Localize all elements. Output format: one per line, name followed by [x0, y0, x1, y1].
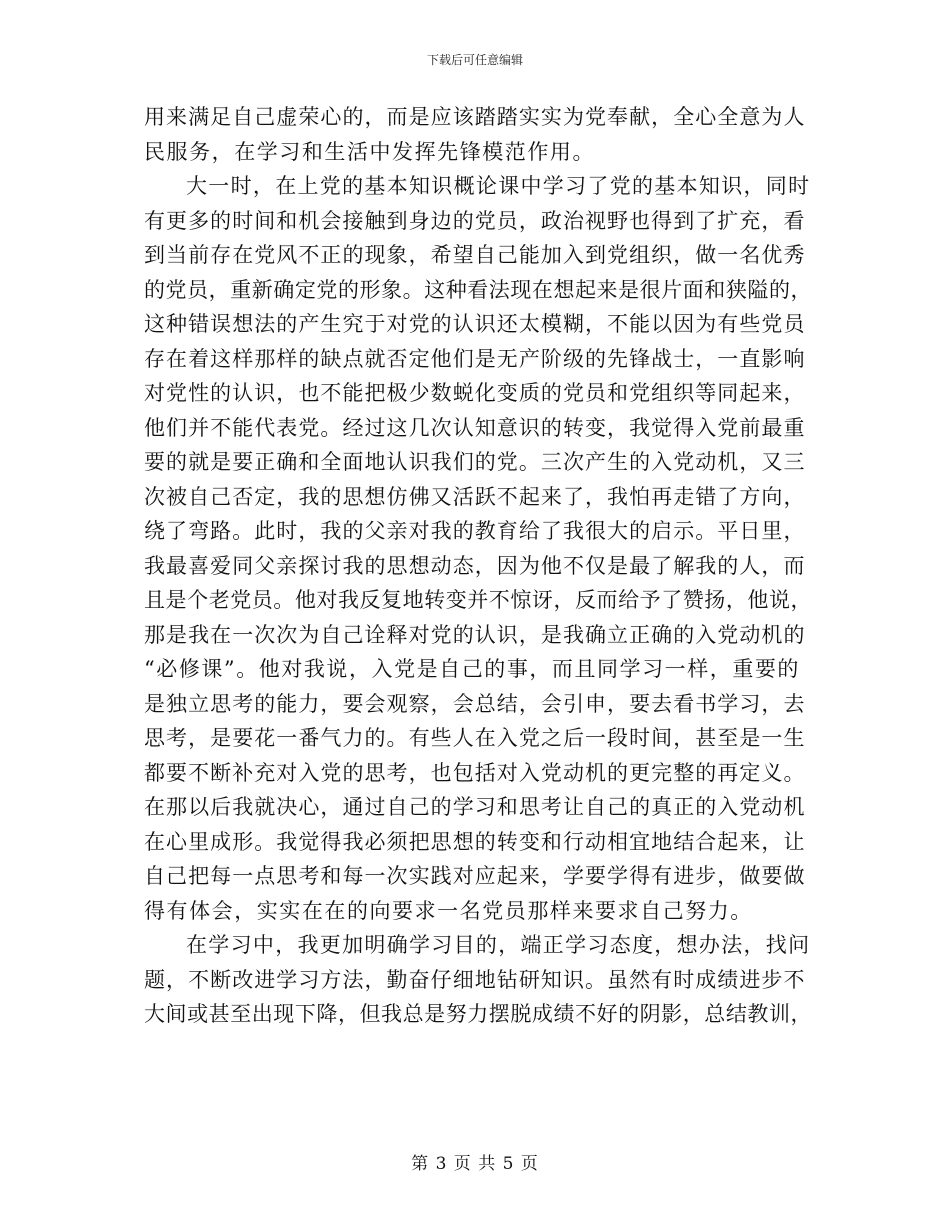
text-line: 在心里成形。我觉得我必须把思想的转变和行动相宜地结合起来，让 — [144, 829, 806, 854]
paragraph — [144, 928, 812, 1032]
text-line: 民服务，在学习和生活中发挥先锋模范作用。 — [144, 139, 595, 164]
text-line: 存在着这样那样的缺点就否定他们是无产阶级的先锋战士，一直影响 — [144, 346, 806, 371]
text-line: “必修课”。他对我说，入党是自己的事，而且同学习一样，重要的 — [144, 657, 800, 681]
text-line: 在学习中，我更加明确学习目的，端正学习态度，想办法，找问 — [186, 933, 811, 957]
text-line: 那是我在一次次为自己诠释对党的认识，是我确立正确的入党动机的 — [144, 622, 806, 647]
page-header: 下载后可任意编辑 — [426, 53, 523, 67]
text-line: 自己把每一点思考和每一次实践对应起来，学要学得有进步，做要做 — [144, 864, 806, 888]
body-text — [144, 100, 812, 1032]
text-line: 到当前存在党风不正的现象，希望自己能加入到党组织，做一名优秀 — [144, 243, 806, 267]
text-line: 我最喜爱同父亲探讨我的思想动态，因为他不仅是最了解我的人，而 — [144, 553, 806, 578]
text-line: 且是个老党员。他对我反复地转变并不惊讶，反而给予了赞扬，他说， — [144, 588, 813, 612]
text-line: 题，不断改进学习方法，勤奋仔细地钻研知识。虽然有时成绩进步不 — [144, 967, 806, 992]
text-line: 次被自己否定，我的思想仿佛又活跃不起来了，我怕再走错了方向， — [144, 484, 806, 509]
text-line: 得有体会，实实在在的向要求一名党员那样来要求自己努力。 — [144, 898, 753, 923]
text-line: 他们并不能代表党。经过这几次认知意识的转变，我觉得入党前最重 — [144, 415, 806, 440]
text-line: 的党员，重新确定党的形象。这种看法现在想起来是很片面和狭隘的， — [144, 277, 813, 302]
text-line: 对党性的认识，也不能把极少数蜕化变质的党员和党组织等同起来， — [144, 381, 806, 405]
text-line: 是独立思考的能力，要会观察，会总结，会引申，要去看书学习，去 — [144, 691, 806, 716]
page-number-footer: 第 3 页 共 5 页 — [411, 1154, 539, 1174]
text-line: 有更多的时间和机会接触到身边的党员，政治视野也得到了扩充，看 — [144, 208, 806, 233]
text-line: 大一时，在上党的基本知识概论课中学习了党的基本知识，同时 — [186, 174, 811, 198]
text-line: 要的就是要正确和全面地认识我们的党。三次产生的入党动机，又三 — [144, 450, 806, 474]
text-line: 在那以后我就决心，通过自己的学习和思考让自己的真正的入党动机 — [144, 795, 806, 819]
paragraph — [144, 100, 812, 169]
text-line: 这种错误想法的产生究于对党的认识还太模糊，不能以因为有些党员 — [144, 312, 806, 336]
text-line: 大间或甚至出现下降，但我总是努力摆脱成绩不好的阴影，总结教训， — [144, 1002, 813, 1026]
text-line: 用来满足自己虚荣心的，而是应该踏踏实实为党奉献，全心全意为人 — [144, 105, 806, 129]
text-line: 绕了弯路。此时，我的父亲对我的教育给了我很大的启示。平日里， — [144, 519, 806, 543]
text-line: 思考，是要花一番气力的。有些人在入党之后一段时间，甚至是一生 — [144, 726, 806, 750]
paragraph — [144, 169, 812, 928]
text-line: 都要不断补充对入党的思考，也包括对入党动机的更完整的再定义。 — [144, 760, 806, 785]
